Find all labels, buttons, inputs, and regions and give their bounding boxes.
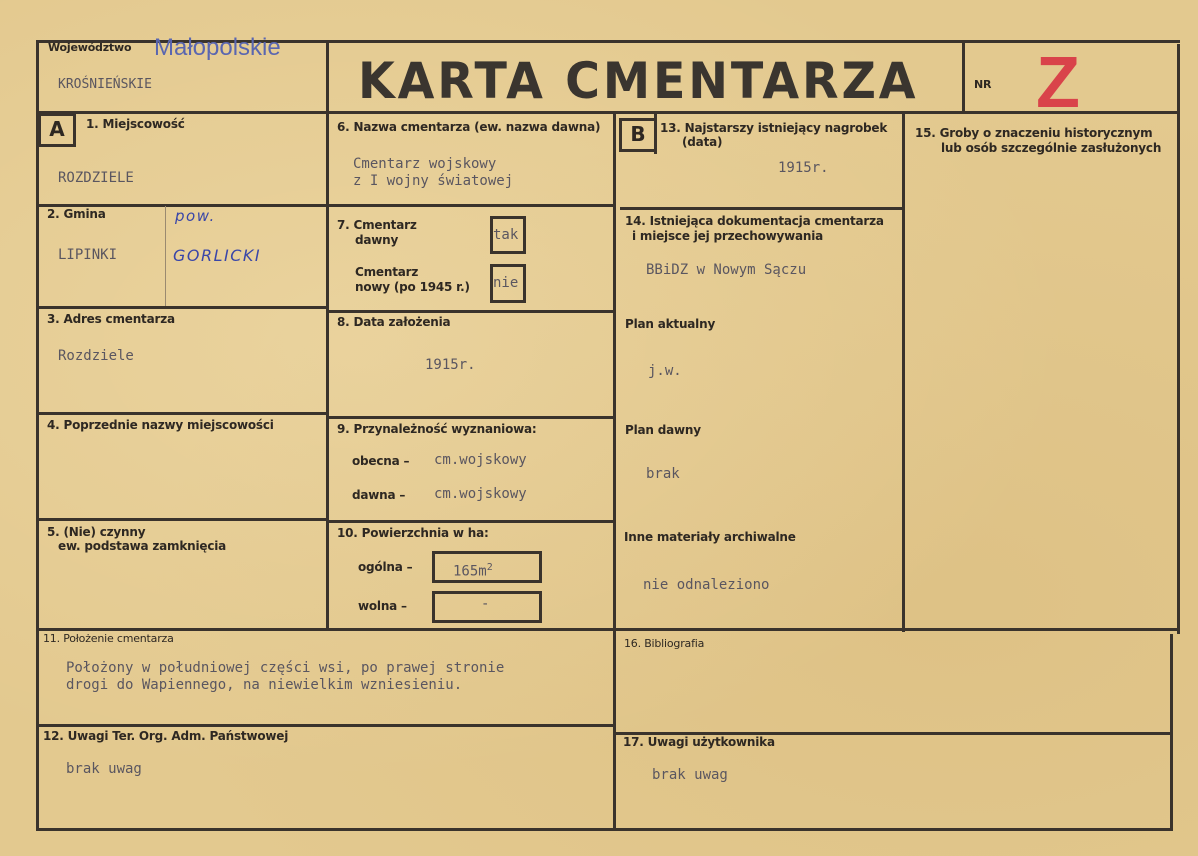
obecna-label: obecna – <box>352 454 410 468</box>
line-13-14 <box>620 207 904 210</box>
field-6-label: 6. Nazwa cmentarza (ew. nazwa dawna) <box>337 120 601 134</box>
header-bottom <box>36 111 1180 114</box>
line-mid <box>36 628 1177 631</box>
frame-left <box>36 40 39 830</box>
plan-aktualny-value: j.w. <box>648 363 682 379</box>
wolna-value: - <box>481 596 490 612</box>
field-14-label-2: i miejsce jej przechowywania <box>632 229 824 243</box>
section-b-tab <box>654 114 657 154</box>
field-2-label: 2. Gmina <box>47 207 106 221</box>
field-4-label: 4. Poprzednie nazwy miejscowości <box>47 418 274 432</box>
frame-bottom <box>36 828 1173 831</box>
plan-dawny-label: Plan dawny <box>625 423 701 437</box>
section-b-letter: B <box>630 122 646 146</box>
wojewodztwo-label: Województwo <box>48 41 132 54</box>
dawny-value: tak <box>493 227 519 243</box>
field-17-value: brak uwag <box>652 767 728 783</box>
field-17-label: 17. Uwagi użytkownika <box>623 735 775 749</box>
section-a-box <box>38 113 76 147</box>
line-8-9 <box>326 416 616 419</box>
section-b-box <box>619 118 657 152</box>
field-14-label-1: 14. Istniejąca dokumentacja cmentarza <box>625 214 884 228</box>
field-8-label: 8. Data założenia <box>337 315 451 329</box>
ogolna-box <box>432 551 542 583</box>
frame-right-upper <box>1177 44 1180 634</box>
field-11-value-2: drogi do Wapiennego, na niewielkim wzniesieniu. <box>66 677 463 693</box>
field-16-label: 16. Bibliografia <box>624 637 705 650</box>
wojewodztwo-stamp: Małopolskie <box>154 34 281 61</box>
card-title: KARTA CMENTARZA <box>358 52 919 110</box>
field-15-label-2: lub osób szczególnie zasłużonych <box>941 141 1162 155</box>
field-5-label-2: ew. podstawa zamknięcia <box>58 539 227 553</box>
field-7-label-dawny-2: dawny <box>355 233 399 247</box>
field-6-value-2: z I wojny światowej <box>353 173 514 189</box>
field-7-label-dawny-1: 7. Cmentarz <box>337 218 417 232</box>
obecna-value: cm.wojskowy <box>434 452 527 468</box>
ogolna-label: ogólna – <box>358 560 413 574</box>
field-9-label: 9. Przynależność wyznaniowa: <box>337 422 537 436</box>
ogolna-value: $165m^2$ <box>453 562 493 580</box>
inne-label: Inne materiały archiwalne <box>624 530 796 544</box>
section-a-letter: A <box>49 117 65 141</box>
dawna-value: cm.wojskowy <box>434 486 527 502</box>
wolna-box <box>432 591 542 623</box>
plan-dawny-value: brak <box>646 466 680 482</box>
wolna-label: wolna – <box>358 599 407 613</box>
nr-value: Z <box>1036 43 1080 123</box>
field-1-value: ROZDZIELE <box>58 170 134 186</box>
dawny-checkbox <box>490 216 526 254</box>
line-11-12 <box>36 724 615 727</box>
plan-aktualny-label: Plan aktualny <box>625 317 716 331</box>
divider-nr <box>962 42 965 112</box>
field-12-label: 12. Uwagi Ter. Org. Adm. Państwowej <box>43 729 289 743</box>
powiat-label-handwritten: pow. <box>175 207 216 225</box>
divider-col3 <box>902 112 905 632</box>
field-7-label-nowy-1: Cmentarz <box>355 265 419 279</box>
field-13-label-2: (data) <box>682 135 723 149</box>
divider-col1 <box>326 40 329 630</box>
line-7-8 <box>326 310 616 313</box>
field-7-label-nowy-2: nowy (po 1945 r.) <box>355 280 470 294</box>
field-11-label: 11. Położenie cmentarza <box>43 632 174 645</box>
divider-col2 <box>613 112 616 828</box>
line-9-10 <box>326 520 616 523</box>
powiat-value-handwritten: GORLICKI <box>173 246 262 265</box>
line-2-3 <box>36 306 328 309</box>
field-15-label-1: 15. Groby o znaczeniu historycznym <box>915 126 1153 140</box>
dawna-label: dawna – <box>352 488 406 502</box>
field-14-value: BBiDZ w Nowym Sączu <box>646 262 807 278</box>
inne-value: nie odnaleziono <box>643 577 770 593</box>
gmina-divider <box>165 206 166 306</box>
field-13-label-1: 13. Najstarszy istniejący nagrobek <box>660 121 888 135</box>
field-3-value: Rozdziele <box>58 348 134 364</box>
line-4-5 <box>36 518 328 521</box>
field-3-label: 3. Adres cmentarza <box>47 312 175 326</box>
line-3-4 <box>36 412 328 415</box>
field-8-value: 1915r. <box>425 357 476 373</box>
field-11-value-1: Położony w południowej części wsi, po prawej stronie <box>66 660 505 676</box>
wojewodztwo-value: KROŚNIEŃSKIE <box>58 77 152 92</box>
nr-label: NR <box>974 78 992 91</box>
field-13-value: 1915r. <box>778 160 829 176</box>
field-10-label: 10. Powierzchnia w ha: <box>337 526 489 540</box>
field-2-value: LIPINKI <box>58 247 118 263</box>
nowy-value: nie <box>493 275 519 291</box>
field-6-value-1: Cmentarz wojskowy <box>353 156 497 172</box>
line-6-7 <box>326 204 616 207</box>
field-5-label-1: 5. (Nie) czynny <box>47 525 146 539</box>
field-1-label: 1. Miejscowość <box>86 117 185 131</box>
field-12-value: brak uwag <box>66 761 142 777</box>
nowy-checkbox <box>490 264 526 303</box>
